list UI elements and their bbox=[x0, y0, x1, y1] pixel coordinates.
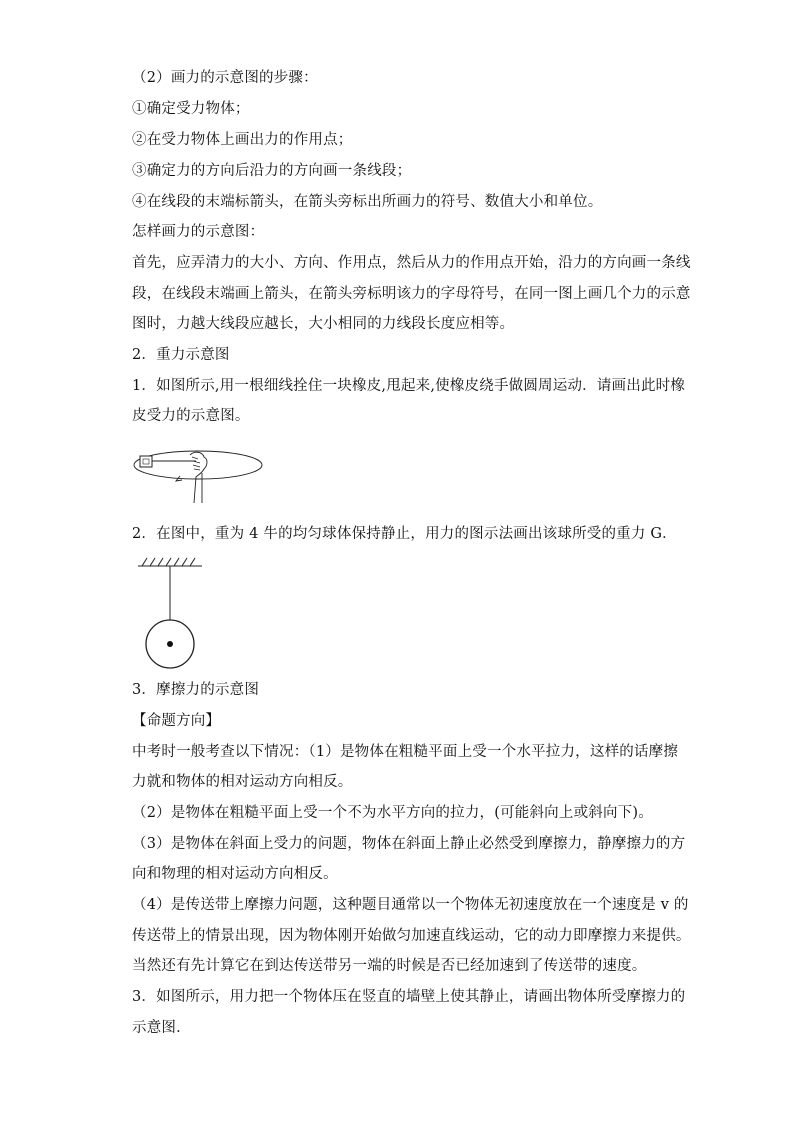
question-text: 示意图． bbox=[132, 1020, 191, 1036]
text-line: 中考时一般考查以下情况：（1）是物体在粗糙平面上受一个水平拉力，这样的话摩擦 bbox=[132, 744, 679, 760]
question-text: 2．在图中，重为 4 牛的均匀球体保持静止，用力的图示法画出该球所受的重力 G． bbox=[132, 526, 677, 542]
text-line: ②在受力物体上画出力的作用点； bbox=[132, 132, 353, 148]
text-line: 段，在线段末端画上箭头，在箭头旁标明该力的字母符号，在同一图上画几个力的示意 bbox=[132, 286, 691, 302]
text-line: 图时，力越大线段应越长，大小相同的力线段长度应相等。 bbox=[132, 316, 515, 332]
text-line: 向和物理的相对运动方向相反。 bbox=[132, 866, 338, 882]
text-line: 力就和物体的相对运动方向相反。 bbox=[132, 774, 353, 790]
text-line: （4）是传送带上摩擦力问题，这种题目通常以一个物体无初速度放在一个速度是 v 的 bbox=[132, 897, 689, 913]
question-text: 3．如图所示，用力把一个物体压在竖直的墙壁上使其静止，请画出物体所受摩擦力的 bbox=[132, 989, 686, 1005]
eraser-circular-motion-figure bbox=[132, 443, 267, 513]
text-line: 怎样画力的示意图： bbox=[132, 224, 265, 240]
text-line: 首先，应弄清力的大小、方向、作用点，然后从力的作用点开始，沿力的方向画一条线 bbox=[132, 255, 691, 271]
text-line: （3）是物体在斜面上受力的问题，物体在斜面上静止必然受到摩擦力，静摩擦力的方 bbox=[132, 836, 686, 852]
question-text: 皮受力的示意图。 bbox=[132, 408, 250, 424]
text-line: ④在线段的末端标箭头，在箭头旁标出所画力的符号、数值大小和单位。 bbox=[132, 194, 603, 210]
hanging-ball-figure bbox=[130, 556, 210, 676]
section-heading: 【命题方向】 bbox=[132, 713, 221, 729]
section-heading: 2．重力示意图 bbox=[132, 347, 230, 363]
text-line: （2）是物体在粗糙平面上受一个不为水平方向的拉力，(可能斜向上或斜向下)。 bbox=[132, 805, 653, 821]
text-line: 当然还有先计算它在到达传送带另一端的时候是否已经加速到了传送带的速度。 bbox=[132, 958, 647, 974]
text-line: 传送带上的情景出现，因为物体刚开始做匀加速直线运动，它的动力即摩擦力来提供。 bbox=[132, 928, 691, 944]
text-line: ①确定受力物体； bbox=[132, 101, 250, 117]
text-line: （2）画力的示意图的步骤： bbox=[132, 70, 318, 86]
section-heading: 3．摩擦力的示意图 bbox=[132, 682, 260, 698]
question-text: 1．如图所示,用一根细线拴住一块橡皮,甩起来,使橡皮绕手做圆周运动．请画出此时橡 bbox=[132, 378, 686, 394]
text-line: ③确定力的方向后沿力的方向画一条线段； bbox=[132, 163, 412, 179]
